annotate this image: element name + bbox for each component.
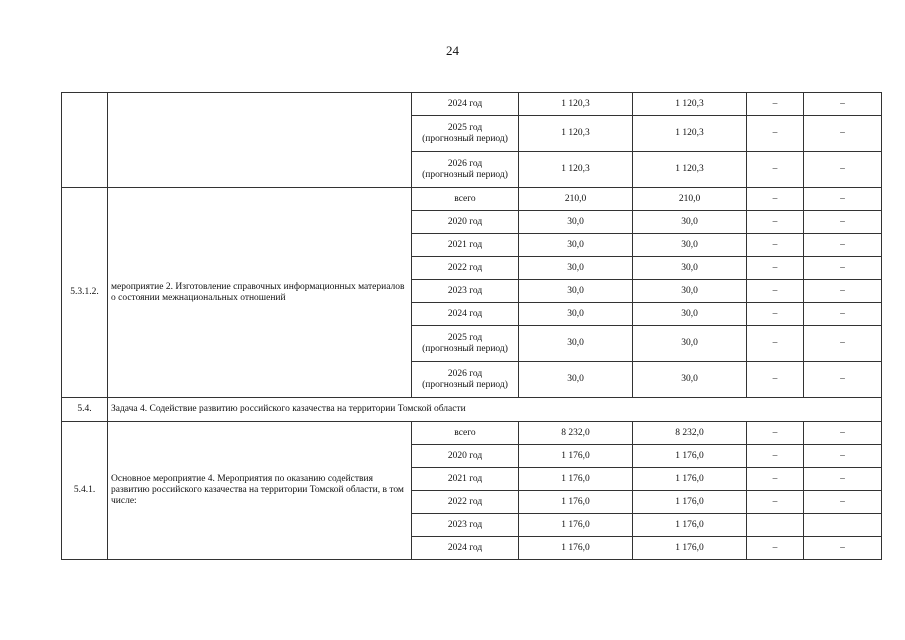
row-period: 2022 год [412, 257, 519, 280]
value-other-sources: – [804, 257, 882, 280]
value-total: 1 120,3 [519, 116, 633, 152]
value-federal-budget: – [747, 537, 804, 560]
page-number: 24 [446, 43, 459, 58]
value-federal-budget: – [747, 152, 804, 188]
row-period: 2024 год [412, 537, 519, 560]
value-federal-budget: – [747, 188, 804, 211]
value-regional-budget: 1 120,3 [633, 116, 747, 152]
value-other-sources: – [804, 234, 882, 257]
value-regional-budget: 1 176,0 [633, 537, 747, 560]
value-federal-budget: – [747, 362, 804, 398]
value-other-sources: – [804, 303, 882, 326]
value-total: 30,0 [519, 257, 633, 280]
value-regional-budget: 1 176,0 [633, 491, 747, 514]
value-regional-budget: 1 176,0 [633, 445, 747, 468]
value-total: 210,0 [519, 188, 633, 211]
value-regional-budget: 30,0 [633, 211, 747, 234]
value-federal-budget: – [747, 234, 804, 257]
row-description: мероприятие 2. Изготовление справочных информационных материалов о состоянии межнациональных отношений [108, 188, 412, 398]
value-other-sources: – [804, 116, 882, 152]
value-other-sources: – [804, 211, 882, 234]
value-regional-budget: 1 176,0 [633, 468, 747, 491]
row-period: 2020 год [412, 445, 519, 468]
row-period: 2021 год [412, 234, 519, 257]
value-other-sources: – [804, 362, 882, 398]
value-regional-budget: 30,0 [633, 362, 747, 398]
value-total: 1 176,0 [519, 491, 633, 514]
table-row [62, 188, 882, 211]
value-total: 1 176,0 [519, 445, 633, 468]
value-total: 1 176,0 [519, 468, 633, 491]
value-total: 30,0 [519, 326, 633, 362]
value-total: 1 120,3 [519, 93, 633, 116]
value-federal-budget: – [747, 257, 804, 280]
value-federal-budget: – [747, 211, 804, 234]
value-federal-budget: – [747, 303, 804, 326]
row-description [108, 93, 412, 188]
row-period: 2020 год [412, 211, 519, 234]
row-code [62, 93, 108, 188]
value-other-sources: – [804, 280, 882, 303]
table-body [62, 93, 882, 560]
value-regional-budget: 1 120,3 [633, 152, 747, 188]
row-period: 2023 год [412, 514, 519, 537]
value-other-sources: – [804, 445, 882, 468]
value-other-sources: – [804, 188, 882, 211]
row-period: всего [412, 188, 519, 211]
value-federal-budget: – [747, 93, 804, 116]
value-other-sources: – [804, 93, 882, 116]
value-federal-budget: – [747, 326, 804, 362]
value-other-sources: – [804, 152, 882, 188]
row-code: 5.4. [62, 398, 108, 422]
value-federal-budget: – [747, 468, 804, 491]
row-period: 2026 год (прогнозный период) [412, 152, 519, 188]
value-regional-budget: 30,0 [633, 280, 747, 303]
row-period: 2025 год (прогнозный период) [412, 326, 519, 362]
value-total: 1 176,0 [519, 514, 633, 537]
row-period: 2025 год (прогнозный период) [412, 116, 519, 152]
value-federal-budget: – [747, 280, 804, 303]
task-title: Задача 4. Содействие развитию российского казачества на территории Томской области [108, 398, 882, 422]
value-federal-budget [747, 514, 804, 537]
value-federal-budget: – [747, 491, 804, 514]
value-total: 1 176,0 [519, 537, 633, 560]
value-regional-budget: 210,0 [633, 188, 747, 211]
value-regional-budget: 30,0 [633, 303, 747, 326]
value-regional-budget: 30,0 [633, 234, 747, 257]
value-regional-budget: 30,0 [633, 257, 747, 280]
value-federal-budget: – [747, 116, 804, 152]
row-description: Основное мероприятие 4. Мероприятия по оказанию содействия развитию российского казачества на территории Томской области, в том числе: [108, 422, 412, 560]
value-total: 30,0 [519, 303, 633, 326]
row-period: 2023 год [412, 280, 519, 303]
row-period: 2022 год [412, 491, 519, 514]
table-row [62, 422, 882, 445]
task-row [62, 398, 882, 422]
value-regional-budget: 1 176,0 [633, 514, 747, 537]
value-total: 30,0 [519, 280, 633, 303]
row-period: 2024 год [412, 93, 519, 116]
value-other-sources: – [804, 537, 882, 560]
value-other-sources: – [804, 422, 882, 445]
value-federal-budget: – [747, 445, 804, 468]
row-period: всего [412, 422, 519, 445]
value-total: 30,0 [519, 234, 633, 257]
row-code: 5.3.1.2. [62, 188, 108, 398]
row-code: 5.4.1. [62, 422, 108, 560]
value-other-sources: – [804, 468, 882, 491]
value-regional-budget: 8 232,0 [633, 422, 747, 445]
value-other-sources [804, 514, 882, 537]
value-total: 30,0 [519, 362, 633, 398]
row-period: 2024 год [412, 303, 519, 326]
value-other-sources: – [804, 491, 882, 514]
value-total: 8 232,0 [519, 422, 633, 445]
budget-table [61, 92, 882, 560]
value-total: 1 120,3 [519, 152, 633, 188]
value-other-sources: – [804, 326, 882, 362]
value-regional-budget: 30,0 [633, 326, 747, 362]
value-total: 30,0 [519, 211, 633, 234]
row-period: 2021 год [412, 468, 519, 491]
table-row [62, 93, 882, 116]
row-period: 2026 год (прогнозный период) [412, 362, 519, 398]
value-federal-budget: – [747, 422, 804, 445]
value-regional-budget: 1 120,3 [633, 93, 747, 116]
